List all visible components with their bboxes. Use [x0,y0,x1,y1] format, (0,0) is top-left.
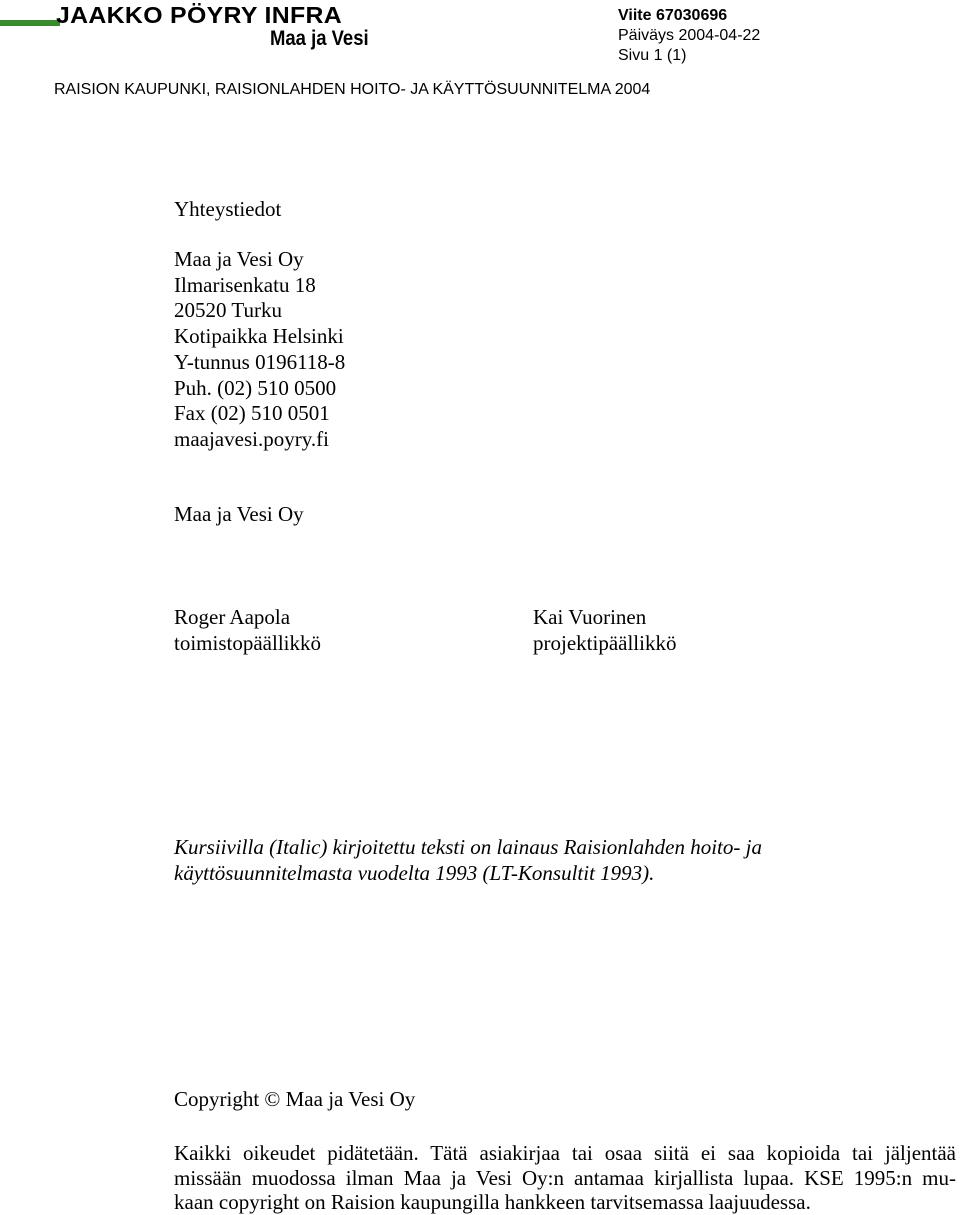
reference-number: Viite 67030696 [618,7,728,24]
contact-line: Fax (02) 510 0501 [174,401,330,426]
italic-note [174,834,762,886]
contact-line: Maa ja Vesi Oy [174,247,304,271]
logo-division-name: Maa ja Vesi [270,27,369,50]
person-block [533,605,676,656]
logo-accent-line [0,20,60,26]
italic-note-line: Kursiivilla (Italic) kirjoitettu teksti on lainaus Raisionlahden hoito- ja [174,835,762,859]
contact-line: Ilmarisenkatu 18 [174,272,316,297]
contact-website: maajavesi.poyry.fi [174,426,329,451]
logo-company-name: JAAKKO PÖYRY INFRA [56,2,343,28]
person-name: Roger Aapola [174,605,291,629]
rights-line: Kaikki oikeudet pidätetään. Tätä asiakirjaa tai osaa siitä ei saa kopioida tai jäljentää [174,1141,956,1165]
rights-line: missään muodossa ilman Maa ja Vesi Oy:n antamaa kirjallista lupaa. KSE 1995:n mu- [174,1165,956,1190]
italic-note-line: käyttösuunnitelmasta vuodelta 1993 (LT-Konsultit 1993). [174,861,655,885]
document-date: Päiväys 2004-04-22 [618,27,761,44]
document-title: RAISION KAUPUNKI, RAISIONLAHDEN HOITO- JA KÄYTTÖSUUNNITELMA 2004 [54,81,651,98]
contact-line: 20520 Turku [174,298,282,323]
person-name: Kai Vuorinen [533,605,647,629]
company-name: Maa ja Vesi Oy [174,502,304,526]
contact-heading: Yhteystiedot [174,197,282,221]
rights-paragraph [174,1141,956,1215]
page-number: Sivu 1 (1) [618,47,687,64]
document-meta [618,6,760,66]
company-logo [0,0,380,54]
person-title: projektipäällikkö [533,630,677,655]
person-title: toimistopäällikkö [174,630,321,655]
contact-address-block [174,247,345,453]
rights-line: kaan copyright on Raision kaupungilla hankkeen tarvitsemassa laajuudessa. [174,1190,811,1215]
contact-line: Puh. (02) 510 0500 [174,375,337,400]
contact-line: Kotipaikka Helsinki [174,324,344,349]
contact-line: Y-tunnus 0196118-8 [174,349,346,374]
copyright-notice: Copyright © Maa ja Vesi Oy [174,1087,416,1111]
person-block [174,605,321,656]
